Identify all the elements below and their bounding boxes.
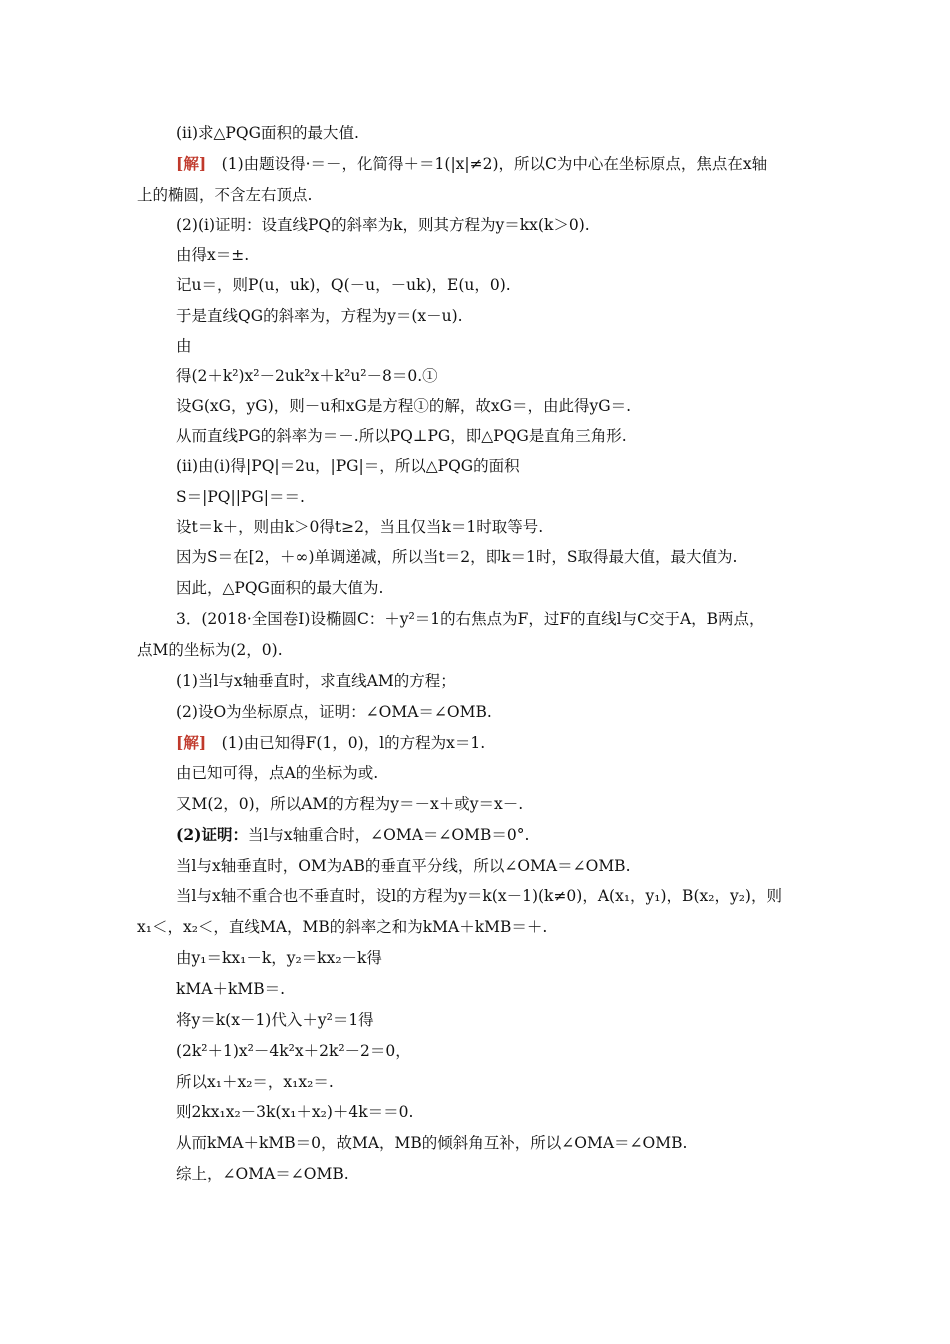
text-line: 所以x₁＋x₂＝，x₁x₂＝. xyxy=(176,1073,334,1091)
proof-label: (2)证明： xyxy=(176,825,248,844)
text-line: 又M(2，0)，所以AM的方程为y＝－x＋或y＝x－. xyxy=(176,795,524,813)
solution-tag: [解] xyxy=(176,154,207,173)
text-line: 将y＝k(x－1)代入＋y²＝1得 xyxy=(176,1011,374,1029)
text-line: (2)(ⅰ)证明：设直线PQ的斜率为k，则其方程为y＝kx(k＞0). xyxy=(176,216,590,234)
text-line: 因为S＝在[2，＋∞)单调递减，所以当t＝2，即k＝1时，S取得最大值，最大值为. xyxy=(176,548,738,566)
text-line: 由得x＝±. xyxy=(176,246,250,264)
text-line: 上的椭圆，不含左右顶点. xyxy=(137,186,313,204)
text-line: 从而直线PG的斜率为＝－.所以PQ⊥PG，即△PQG是直角三角形. xyxy=(176,427,627,445)
solution-tag: [解] xyxy=(176,733,207,752)
text-line: (2)设O为坐标原点，证明：∠OMA＝∠OMB. xyxy=(176,703,492,721)
text-line: S＝|PQ||PG|＝＝. xyxy=(176,488,305,506)
text-line: [解] (1)由已知得F(1，0)，l的方程为x＝1. xyxy=(176,733,486,752)
text-line: [解] (1)由题设得·＝－，化简得＋＝1(|x|≠2)，所以C为中心在坐标原点，焦点在x轴 xyxy=(176,154,768,173)
text-line: 综上，∠OMA＝∠OMB. xyxy=(176,1165,349,1183)
text-line: (ⅱ)求△PQG面积的最大值. xyxy=(176,124,359,142)
text-line: 记u＝，则P(u，uk)，Q(－u，－uk)，E(u，0). xyxy=(176,276,511,294)
text-line: 当l与x轴垂直时，OM为AB的垂直平分线，所以∠OMA＝∠OMB. xyxy=(176,857,631,875)
text-line: 从而kMA＋kMB＝0，故MA，MB的倾斜角互补，所以∠OMA＝∠OMB. xyxy=(176,1134,688,1152)
text-line: x₁＜，x₂＜，直线MA，MB的斜率之和为kMA＋kMB＝＋. xyxy=(137,918,548,936)
text-line: 点M的坐标为(2，0). xyxy=(137,641,283,659)
text-line: 于是直线QG的斜率为，方程为y＝(x－u). xyxy=(176,307,463,325)
text-line: (2k²＋1)x²－4k²x＋2k²－2＝0， xyxy=(176,1042,411,1060)
text-line: 则2kx₁x₂－3k(x₁＋x₂)＋4k＝＝0. xyxy=(176,1103,414,1121)
text-line: 设G(xG，yG)，则－u和xG是方程①的解，故xG＝，由此得yG＝. xyxy=(176,397,632,415)
text-line: 由y₁＝kx₁－k，y₂＝kx₂－k得 xyxy=(176,949,382,967)
text-line: (1)当l与x轴垂直时，求直线AM的方程； xyxy=(176,672,456,690)
text-line: (ⅱ)由(ⅰ)得|PQ|＝2u，|PG|＝，所以△PQG的面积 xyxy=(176,457,520,475)
text-line: kMA＋kMB＝. xyxy=(176,980,286,998)
text-line: 当l与x轴不重合也不垂直时，设l的方程为y＝k(x－1)(k≠0)，A(x₁，y₁)，B(x₂，y₂)，则 xyxy=(176,887,782,905)
text-line: 设t＝k＋，则由k＞0得t≥2，当且仅当k＝1时取等号. xyxy=(176,518,544,536)
text-line: (2)证明：当l与x轴重合时，∠OMA＝∠OMB＝0°. xyxy=(176,825,530,844)
text-line: 3．(2018·全国卷Ⅰ)设椭圆C：＋y²＝1的右焦点为F，过F的直线l与C交于A，B两点， xyxy=(176,610,765,628)
text-line: 因此，△PQG面积的最大值为. xyxy=(176,579,384,597)
text-line: 由已知可得，点A的坐标为或. xyxy=(176,764,379,782)
text-line: 由 xyxy=(176,337,192,355)
text-line: 得(2＋k²)x²－2uk²x＋k²u²－8＝0.① xyxy=(176,367,438,385)
